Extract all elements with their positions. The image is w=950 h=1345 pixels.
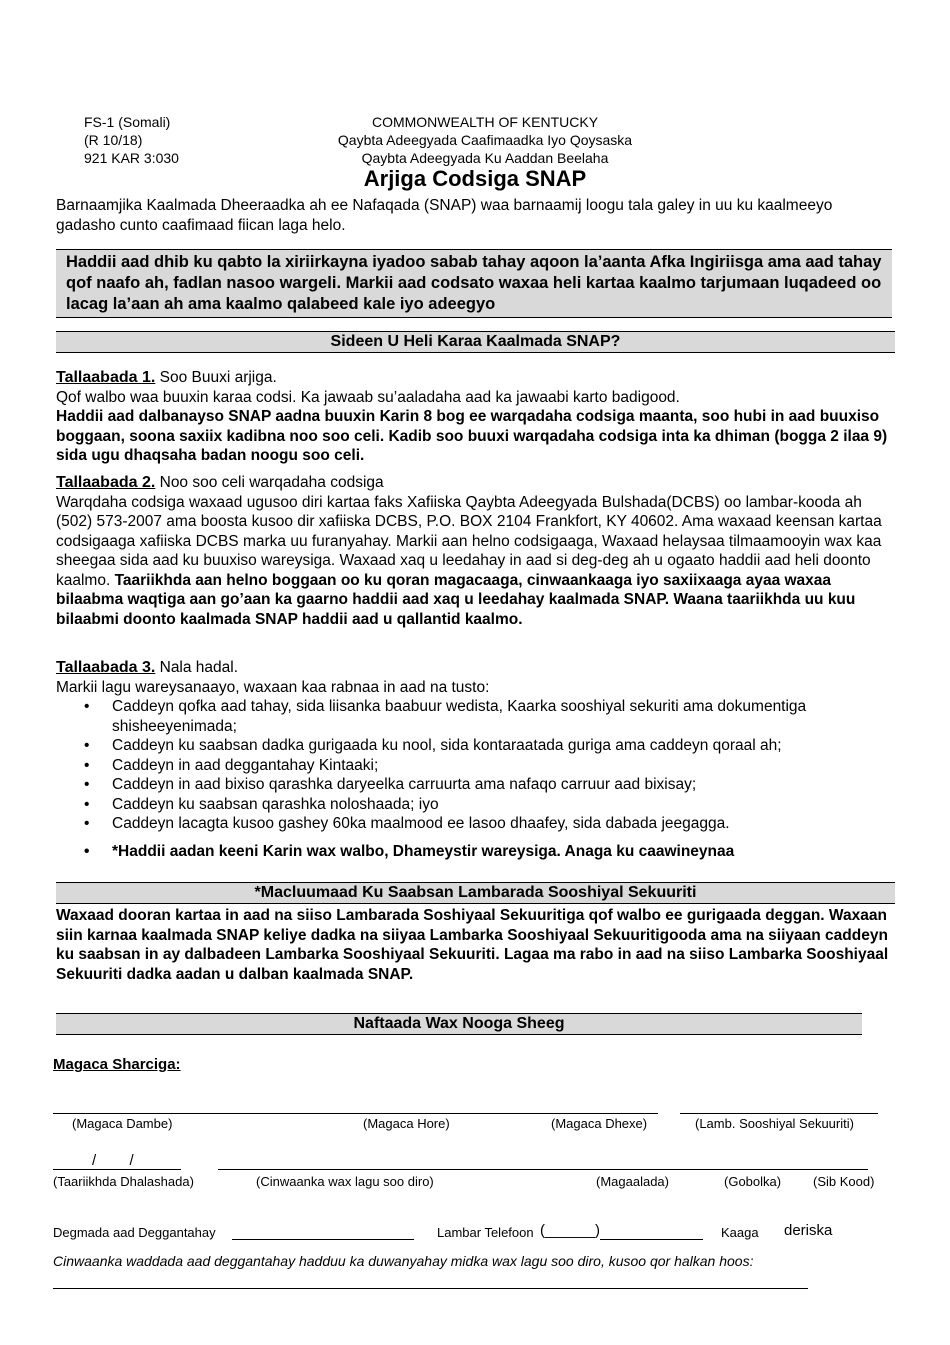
- ssn-info-text: Waxaad dooran kartaa in aad na siiso Lambarada Soshiyaal Sekuuritiga qof walbo ee gurigaada deggan. Waxaan siin karnaa kaalmada SNAP keliye dadka na siiyaa Lambarka Sooshiyaal Sekuuritigooda ama na siiyaan caddeyn ku saabsan in ay dalbadeen Lambarka Sooshiyaal Sekuuriti. Lagaa ma rabo in aad na siiso Lambarka Sooshiyaal Sekuuriti dadka aadan u dalban kaalmada SNAP.: [56, 907, 889, 983]
- phone-label: Lambar Telefoon: [437, 1225, 534, 1240]
- name-input-line[interactable]: [53, 1113, 658, 1114]
- step-1: [56, 368, 891, 466]
- dob-slashes: / /: [92, 1152, 134, 1169]
- state-label: (Gobolka): [724, 1174, 782, 1189]
- mailing-address-label: (Cinwaanka wax lagu soo diro): [256, 1174, 434, 1189]
- step-2-text: Warqdaha codsiga waxaad ugusoo diri kartaa faks Xafiiska Qaybta Adeegyada Bulshada(DCBS) oo lambar-kooda ah (502) 573-2007 ama boosta kusoo dir xafiiska DCBS, P.O. BOX 2104 Frankfort, KY 40602. Ama waxaad keensan kartaa codsigaaga xafiiska DCBS marka uu furanyahay. Markii aan helno codsigaaga, Waxaad helaysaa tilmaamooyin wax kaa sheegaa sida aad ku buuxiso wareysiga. Waxaad xaq u leedahay in aad si deg-deg ah u ogaato haddii aad heli doonto kaalmo.: [56, 493, 882, 589]
- ssn-input-line[interactable]: [680, 1113, 878, 1114]
- county-input-line[interactable]: [232, 1239, 414, 1240]
- residential-address-note: Cinwaanka waddada aad deggantahay hadduu ka duwanyahay midka wax lagu soo diro, kusoo qor halkan hoos:: [53, 1253, 754, 1269]
- department-name: Qaybta Adeegyada Ku Aaddan Beelaha: [361, 150, 609, 166]
- list-item: • Caddeyn in aad deggantahay Kintaaki;: [112, 756, 891, 776]
- middle-name-label: (Magaca Dhexe): [551, 1116, 648, 1131]
- dob-input-line[interactable]: [53, 1169, 181, 1170]
- address-input-line[interactable]: [218, 1169, 868, 1170]
- list-item-bold: • *Haddii aadan keeni Karin wax walbo, Dhameystir wareysiga. Anaga ku caawineynaa: [112, 842, 891, 862]
- state-name: COMMONWEALTH OF KENTUCKY: [371, 114, 599, 130]
- phone-own-label: Kaaga: [721, 1225, 759, 1240]
- list-item: • Caddeyn ku saabsan qarashka noloshaada; iyo: [112, 795, 891, 815]
- step-2-bold-text: Taariikhda aan helno boggaan oo ku qoran magacaaga, cinwaankaaga iyo saxiixaaga ayaa waxaa bilaabma waqtiga aan go’aan ka gaarno haddii aad xaq u leedahay kaalmada SNAP. Waana taariikhda uu kuu bilaabmi doonto kaalmada SNAP haddii aad u qallantid kaalmo.: [56, 571, 856, 628]
- first-name-label: (Magaca Hore): [363, 1116, 450, 1131]
- agency-header: [300, 113, 670, 167]
- form-regulation: 921 KAR 3:030: [84, 150, 179, 166]
- legal-name-label: Magaca Sharciga:: [53, 1056, 181, 1073]
- step-1-title-rest: Soo Buuxi arjiga.: [155, 369, 277, 386]
- section-heading-how-to-get-snap: Sideen U Heli Karaa Kaalmada SNAP?: [56, 331, 895, 353]
- zip-label: (Sib Kood): [813, 1174, 875, 1189]
- page-title: Arjiga Codsiga SNAP: [363, 166, 587, 191]
- list-item: • Caddeyn ku saabsan dadka gurigaada ku nool, sida kontaraatada guriga ama caddeyn qoraal ah;: [112, 736, 891, 756]
- step-1-title: Tallaabada 1.: [56, 369, 156, 386]
- form-code: FS-1 (Somali): [84, 114, 171, 130]
- list-item: • Caddeyn lacagta kusoo gashey 60ka maalmood ee lasoo dhaafey, sida dabada jeegagga.: [112, 814, 891, 834]
- step-3-title: Tallaabada 3.: [56, 659, 156, 676]
- city-label: (Magaalada): [596, 1174, 669, 1189]
- phone-area-code[interactable]: (______): [540, 1222, 601, 1239]
- step-3-title-rest: Nala hadal.: [155, 659, 239, 676]
- form-revision: (R 10/18): [84, 132, 143, 148]
- intro-text: Barnaamjika Kaalmada Dheeraadka ah ee Nafaqada (SNAP) waa barnaamij loogu tala galey in uu ku kaalmeeyo gadasho cunto caafimaad fiican laga helo.: [56, 197, 833, 234]
- step-1-bold-text: Haddii aad dalbanayso SNAP aadna buuxin Karin 8 bog ee warqadaha codsiga maanta, soo hubi in aad buuxiso boggaan, soona saxiix kadibna noo soo celi. Kadib soo buuxi warqadaha codsiga inta ka dhiman (bogga 2 ilaa 9) sida ugu dhaqsaha badan noogu soo celi.: [56, 408, 888, 464]
- county-label: Degmada aad Deggantahay: [53, 1225, 216, 1240]
- list-item: • Caddeyn in aad bixiso qarashka daryeelka carruurta ama nafaqo carruur aad bixisay;: [112, 775, 891, 795]
- form-id-block: [84, 113, 179, 167]
- step-2: [56, 473, 891, 629]
- residential-address-input-line[interactable]: [53, 1288, 808, 1289]
- step-3: [56, 658, 891, 861]
- step-2-title-rest: Noo soo celi warqadaha codsiga: [155, 474, 384, 491]
- cabinet-name: Qaybta Adeegyada Caafimaadka Iyo Qoysaska: [337, 132, 633, 148]
- last-name-label: (Magaca Dambe): [72, 1116, 173, 1131]
- phone-input-line[interactable]: [600, 1239, 703, 1240]
- ssn-label: (Lamb. Sooshiyal Sekuuriti): [695, 1116, 854, 1131]
- phone-neighbor-label: deriska: [784, 1222, 833, 1239]
- dob-label: (Taariikhda Dhalashada): [53, 1174, 194, 1189]
- language-notice-box: Haddii aad dhib ku qabto la xiriirkayna iyadoo sabab tahay aqoon la’aanta Afka Ingiriisga ama aad tahay qof naafo ah, fadlan nasoo wargeli. Markii aad codsato waxaa heli kartaa kaalmo tarjumaan luqadeed oo lacag la’aan ah ama kaalmo qalabeed kale iyo adeegyo: [56, 249, 892, 318]
- list-item: • Caddeyn qofka aad tahay, sida liisanka baabuur wedista, Kaarka sooshiyal sekuriti ama dokumentiga shisheeyenimada;: [112, 697, 891, 736]
- step-1-text: Qof walbo waa buuxin karaa codsi. Ka jawaab su’aaladaha aad ka jawaabi karto badigood.: [56, 388, 680, 406]
- proof-list: [56, 697, 891, 861]
- section-heading-about-you: Naftaada Wax Nooga Sheeg: [56, 1013, 862, 1035]
- step-3-text: Markii lagu wareysanaayo, waxaan kaa rabnaa in aad na tusto:: [56, 678, 490, 696]
- section-heading-ssn-info: *Macluumaad Ku Saabsan Lambarada Sooshiyal Sekuuriti: [56, 882, 895, 904]
- step-2-title: Tallaabada 2.: [56, 474, 156, 491]
